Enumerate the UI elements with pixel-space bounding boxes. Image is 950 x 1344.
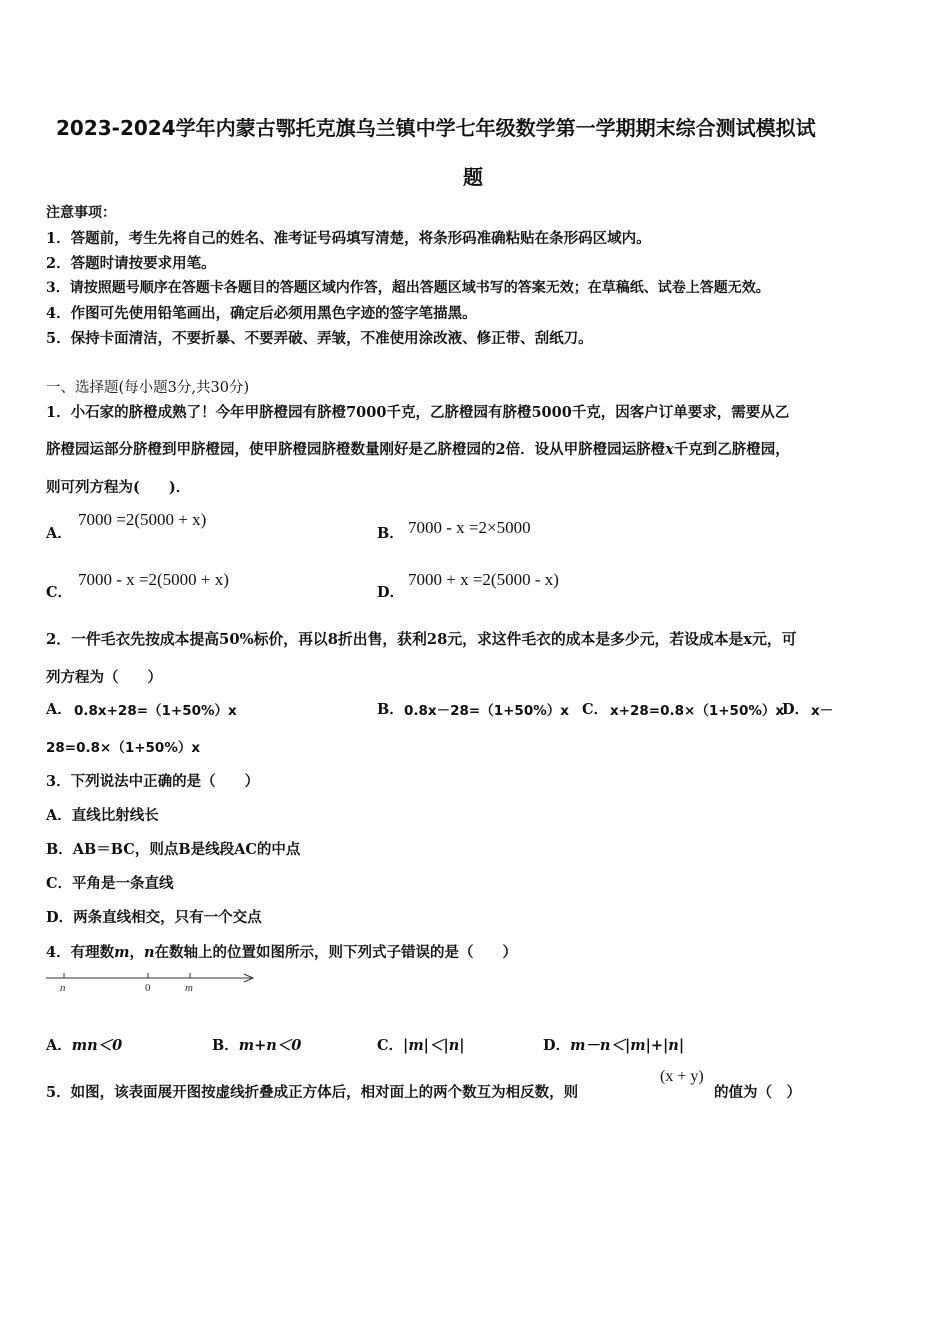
q1-option-c-expr: 7000 - x =2(5000 + x) [78, 570, 229, 589]
q4-option-b [212, 1034, 301, 1055]
axis-label-zero: 0 [145, 982, 151, 994]
q4-var-m: m [114, 944, 130, 961]
q2-option-c-label: C． [582, 701, 609, 718]
q1-option-c-label: C． [46, 584, 73, 601]
q2-line2: 列方程为（ ） [46, 669, 162, 686]
number-line-figure [44, 968, 264, 996]
axis-label-m: m [185, 982, 193, 994]
q4-option-d-label: D． [543, 1037, 571, 1054]
section-heading: 一、选择题(每小题3分,共30分) [46, 380, 250, 396]
q4-option-a-expr: mn＜0 [71, 1037, 123, 1054]
q2-option-d-label: D． [782, 701, 810, 718]
q1-variable-x: x [665, 441, 674, 458]
q2-option-a-label: A． [46, 701, 72, 718]
q3-stem: 3．下列说法中正确的是（ ） [46, 773, 260, 790]
q3-option-b: B．AB＝BC，则点B是线段AC的中点 [46, 841, 301, 858]
q3-option-d: D．两条直线相交，只有一个交点 [46, 909, 262, 926]
q4-option-d-expr: m－n＜|m|+|n| [570, 1037, 685, 1054]
q4-option-a [46, 1034, 122, 1055]
q1-option-a-label: A． [46, 525, 72, 542]
notice-item-2: 2．答题时请按要求用笔。 [46, 255, 216, 272]
q1-line1: 1．小石家的脐橙成熟了！今年甲脐橙园有脐橙7000千克，乙脐橙园有脐橙5000千克，因客户订单要求，需要从乙 [46, 404, 790, 421]
q1-line3: 则可列方程为( )． [46, 479, 191, 496]
notice-item-3: 3．请按照题号顺序在答题卡各题目的答题区域内作答，超出答题区域书写的答案无效；在草稿纸、试卷上答题无效。 [46, 280, 770, 296]
q3-option-a: A．直线比射线长 [46, 807, 159, 824]
q1-option-b-expr: 7000 - x =2×5000 [408, 518, 531, 537]
q1-option-d-label: D． [377, 584, 405, 601]
q4-stem-a: 4．有理数 [46, 944, 115, 961]
notice-item-1: 1．答题前，考生先将自己的姓名、准考证号码填写清楚，将条形码准确粘贴在条形码区域内。 [46, 230, 651, 247]
notice-item-4: 4．作图可先使用铅笔画出，确定后必须用黑色字迹的签字笔描黑。 [46, 305, 477, 322]
exam-title-line1: 2023-2024学年内蒙古鄂托克旗乌兰镇中学七年级数学第一学期期末综合测试模拟试 [56, 116, 816, 140]
q5-stem-a: 5．如图，该表面展开图按虚线折叠成正方体后，相对面上的两个数互为相反数，则 [46, 1084, 579, 1101]
q1-line2 [46, 438, 790, 459]
q4-option-c-expr: |m|＜|n| [403, 1037, 465, 1054]
q4-stem-b: 在数轴上的位置如图所示，则下列式子错误的是（ ） [154, 944, 517, 961]
q2-line1: 2．一件毛衣先按成本提高50%标价，再以8折出售，获利28元，求这件毛衣的成本是多少元，若设成本是x元，可 [46, 631, 797, 648]
q2-option-d-text-a: x－ [811, 703, 834, 719]
q2-option-c-text: x+28=0.8×（1+50%）x [610, 703, 785, 719]
q1-line2-b: 千克到乙脐橙园， [673, 441, 790, 458]
axis-label-n: n [60, 982, 66, 994]
q3-option-c: C．平角是一条直线 [46, 875, 174, 892]
q5-expression: (x + y) [660, 1068, 704, 1085]
q2-option-d-text-b: 28=0.8×（1+50%）x [46, 740, 201, 756]
notice-heading: 注意事项： [46, 205, 116, 221]
q4-var-n: n [143, 944, 155, 961]
q2-option-b-text: 0.8x－28=（1+50%）x [404, 703, 569, 719]
q4-comma: ， [129, 944, 144, 961]
q4-stem [46, 941, 517, 962]
q5-stem-b: 的值为（ ） [714, 1084, 801, 1101]
notice-item-5: 5．保持卡面清洁，不要折暴、不要弄破、弄皱，不准使用涂改液、修正带、刮纸刀。 [46, 330, 593, 347]
q1-option-a-expr: 7000 =2(5000 + x) [78, 510, 207, 529]
q2-option-b-label: B． [377, 701, 404, 718]
q4-option-c-label: C． [377, 1037, 404, 1054]
q4-option-a-label: A． [46, 1037, 72, 1054]
q4-option-d [543, 1034, 684, 1055]
q2-option-a-text: 0.8x+28=（1+50%）x [74, 703, 237, 719]
exam-title-line2: 题 [463, 165, 483, 189]
q4-option-b-expr: m+n＜0 [238, 1037, 302, 1054]
q4-option-c [377, 1034, 465, 1055]
q1-line2-a: 脐橙园运部分脐橙到甲脐橙园，使甲脐橙园脐橙数量刚好是乙脐橙园的2倍．设从甲脐橙园运脐橙 [46, 441, 666, 458]
q1-option-b-label: B． [377, 525, 404, 542]
q4-option-b-label: B． [212, 1037, 239, 1054]
q1-option-d-expr: 7000 + x =2(5000 - x) [408, 570, 559, 589]
